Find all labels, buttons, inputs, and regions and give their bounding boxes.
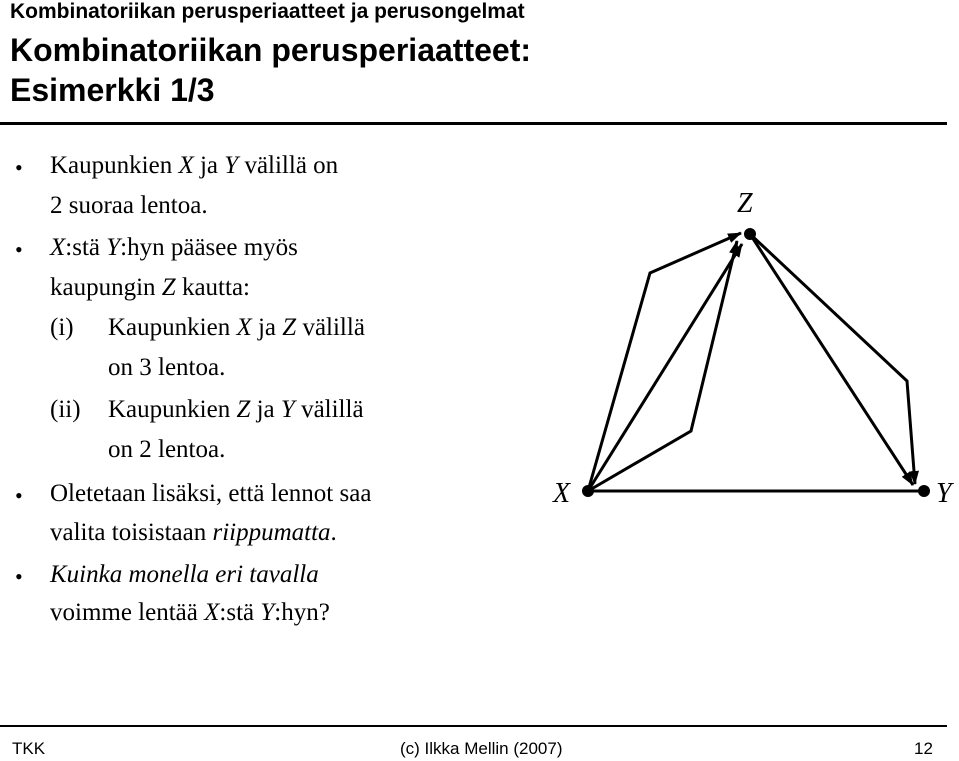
bullet-marker: • xyxy=(15,483,23,508)
flight-z-y-2 xyxy=(750,234,913,485)
bullet-4-line-1: Kuinka monella eri tavalla xyxy=(50,561,319,588)
bullet-4-line-2: voimme lentää X:stä Y:hyn? xyxy=(50,599,330,626)
sub-item-ii-line-2: on 2 lentoa. xyxy=(108,436,226,463)
node-x xyxy=(582,485,594,497)
slide-title-line-2: Esimerkki 1/3 xyxy=(10,72,215,108)
flight-x-z-3 xyxy=(588,244,742,491)
footer-divider xyxy=(0,725,947,727)
footer-copyright: (c) Ilkka Mellin (2007) xyxy=(400,739,563,758)
node-y xyxy=(918,485,930,497)
bullet-1-line-1: Kaupunkien X ja Y välillä on xyxy=(50,152,339,179)
sub-item-label-i: (i) xyxy=(50,314,74,341)
sub-item-ii-line-1: Kaupunkien Z ja Y välillä xyxy=(108,396,364,423)
bullet-2-line-2: kaupungin Z kautta: xyxy=(50,274,250,301)
node-label-z: Z xyxy=(737,188,753,219)
sub-item-label-ii: (ii) xyxy=(50,396,81,423)
sub-item-i-line-2: on 3 lentoa. xyxy=(108,354,226,381)
bullet-marker: • xyxy=(15,155,23,180)
course-title: Kombinatoriikan perusperiaatteet ja perusongelmat xyxy=(10,0,525,23)
bullet-marker: • xyxy=(15,237,23,262)
page-number: 12 xyxy=(914,739,933,758)
footer-institution: TKK xyxy=(12,739,46,758)
bullet-marker: • xyxy=(15,564,23,589)
node-label-y: Y xyxy=(936,478,952,509)
node-z xyxy=(744,228,756,240)
bullet-1-line-2: 2 suoraa lentoa. xyxy=(50,192,208,219)
sub-item-i-line-1: Kaupunkien X ja Z välillä xyxy=(108,314,365,341)
bullet-3-line-2: valita toisistaan riippumatta. xyxy=(50,519,337,546)
slide-title-line-1: Kombinatoriikan perusperiaatteet: xyxy=(10,32,531,68)
bullet-2-line-1: X:stä Y:hyn pääsee myös xyxy=(50,234,298,261)
node-label-x: X xyxy=(553,478,571,509)
bullet-3-line-1: Oletetaan lisäksi, että lennot saa xyxy=(50,480,372,507)
